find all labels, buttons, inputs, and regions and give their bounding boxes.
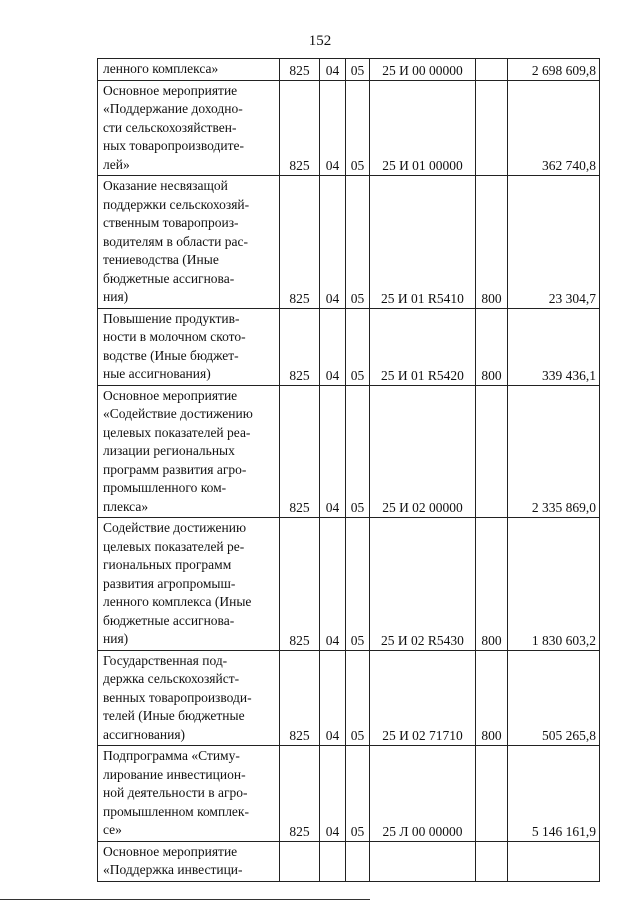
subsection-code-cell: 05 xyxy=(346,385,370,518)
table-row xyxy=(98,385,600,518)
item-name-line: Основное мероприятие xyxy=(103,843,238,859)
item-name-line: бюджетные ассигнова- xyxy=(103,612,235,628)
expense-type-cell xyxy=(476,385,508,518)
ministry-code-cell: 825 xyxy=(280,385,320,518)
ministry-code-cell: 825 xyxy=(280,308,320,385)
ministry-code-cell: 825 xyxy=(280,176,320,309)
item-name-line: Основное мероприятие xyxy=(103,82,238,98)
subsection-code-cell: 05 xyxy=(346,650,370,746)
ministry-code-cell: 825 xyxy=(280,650,320,746)
item-name-line: Повышение продуктив- xyxy=(103,310,240,326)
item-name-line: ственным товаропроиз- xyxy=(103,215,239,230)
section-code-cell: 04 xyxy=(320,385,346,518)
item-name-line: программ развития агро- xyxy=(103,461,247,477)
subsection-code-cell xyxy=(346,841,370,881)
section-code-cell xyxy=(320,841,346,881)
table-row xyxy=(98,80,600,176)
item-name-cell xyxy=(98,80,280,176)
item-name-line: ния) xyxy=(103,289,129,304)
ministry-code-cell: 825 xyxy=(280,59,320,81)
item-name-line: Подпрограмма «Стиму- xyxy=(103,748,240,763)
subsection-code-cell: 05 xyxy=(346,176,370,309)
expense-type-cell xyxy=(476,80,508,176)
amount-cell: 23 304,7 xyxy=(508,176,600,309)
section-code-cell: 04 xyxy=(320,518,346,651)
expense-type-cell: 800 xyxy=(476,176,508,309)
expense-type-cell xyxy=(476,841,508,881)
amount-cell xyxy=(508,841,600,881)
item-name-line: лирование инвестицион- xyxy=(103,766,246,782)
table-row xyxy=(98,59,600,81)
item-name-line: се» xyxy=(103,822,122,837)
item-name-line: ные ассигнования) xyxy=(103,366,211,381)
item-name-line: лей» xyxy=(103,156,130,172)
item-name-line: ния) xyxy=(103,631,129,646)
amount-cell: 339 436,1 xyxy=(508,308,600,385)
item-name-cell xyxy=(98,176,280,309)
expense-type-cell: 800 xyxy=(476,308,508,385)
subsection-code-cell: 05 xyxy=(346,59,370,81)
target-article-cell: 25 Л 00 00000 xyxy=(370,746,476,842)
table-body xyxy=(98,59,600,882)
item-name-line: «Поддержание доходно- xyxy=(103,101,243,116)
item-name-line: водстве (Иные бюджет- xyxy=(103,347,239,363)
expense-type-cell xyxy=(476,59,508,81)
subsection-code-cell: 05 xyxy=(346,746,370,842)
item-name-line: Содействие достижению xyxy=(103,520,247,535)
target-article-cell: 25 И 00 00000 xyxy=(370,59,476,81)
item-name-line: Оказание несвязащой xyxy=(103,178,228,193)
item-name-line: венных товаропроизводи- xyxy=(103,689,252,705)
expense-type-cell: 800 xyxy=(476,650,508,746)
ministry-code-cell: 825 xyxy=(280,80,320,176)
item-name-line: сти сельскохозяйствен- xyxy=(103,119,237,135)
item-name-line: ной деятельности в агро- xyxy=(103,785,248,800)
amount-cell: 1 830 603,2 xyxy=(508,518,600,651)
amount-cell: 5 146 161,9 xyxy=(508,746,600,842)
item-name-cell xyxy=(98,518,280,651)
item-name-line: ленного комплекса (Иные xyxy=(103,594,252,609)
table-row xyxy=(98,176,600,309)
item-name-line: ных товаропроизводите- xyxy=(103,138,244,153)
target-article-cell xyxy=(370,841,476,881)
item-name-line: гиональных программ xyxy=(103,557,232,572)
subsection-code-cell: 05 xyxy=(346,518,370,651)
ministry-code-cell: 825 xyxy=(280,746,320,842)
item-name-line: «Содействие достижению xyxy=(103,406,253,421)
table-row xyxy=(98,518,600,651)
item-name-line: поддержки сельскохозяй- xyxy=(103,196,250,212)
target-article-cell: 25 И 02 00000 xyxy=(370,385,476,518)
item-name-line: Государственная под- xyxy=(103,652,228,668)
item-name-line: ности в молочном ското- xyxy=(103,329,246,344)
subsection-code-cell: 05 xyxy=(346,308,370,385)
target-article-cell: 25 И 01 R5410 xyxy=(370,176,476,309)
table-row xyxy=(98,841,600,881)
item-name-line: тениеводства (Иные xyxy=(103,252,219,267)
section-code-cell: 04 xyxy=(320,176,346,309)
item-name-line: водителям в области рас- xyxy=(103,233,248,249)
section-code-cell: 04 xyxy=(320,80,346,176)
amount-cell: 505 265,8 xyxy=(508,650,600,746)
target-article-cell: 25 И 02 71710 xyxy=(370,650,476,746)
section-code-cell: 04 xyxy=(320,746,346,842)
item-name-line: бюджетные ассигнова- xyxy=(103,270,235,286)
item-name-line: телей (Иные бюджетные xyxy=(103,708,245,723)
amount-cell: 2 698 609,8 xyxy=(508,59,600,81)
page-number: 152 xyxy=(308,33,332,49)
item-name-cell xyxy=(98,308,280,385)
item-name-line: промышленного ком- xyxy=(103,480,227,495)
item-name-cell xyxy=(98,746,280,842)
item-name-line: «Поддержка инвестици- xyxy=(103,862,243,877)
item-name-line: держка сельскохозяйст- xyxy=(103,671,240,686)
section-code-cell: 04 xyxy=(320,59,346,81)
footer-rule xyxy=(0,899,370,900)
item-name-line: промышленном комплек- xyxy=(103,803,249,819)
target-article-cell: 25 И 01 00000 xyxy=(370,80,476,176)
item-name-cell xyxy=(98,841,280,881)
item-name-line: Основное мероприятие xyxy=(103,387,238,403)
item-name-line: лизации региональных xyxy=(103,443,235,458)
expense-type-cell: 800 xyxy=(476,518,508,651)
amount-cell: 362 740,8 xyxy=(508,80,600,176)
ministry-code-cell: 825 xyxy=(280,518,320,651)
ministry-code-cell xyxy=(280,841,320,881)
item-name-line: целевых показателей ре- xyxy=(103,538,245,554)
table-row xyxy=(98,746,600,842)
item-name-line: ленного комплекса» xyxy=(103,61,219,76)
item-name-line: плекса» xyxy=(103,498,149,514)
table-row xyxy=(98,308,600,385)
table-row xyxy=(98,650,600,746)
target-article-cell: 25 И 02 R5430 xyxy=(370,518,476,651)
section-code-cell: 04 xyxy=(320,308,346,385)
item-name-line: развития агропромыш- xyxy=(103,575,236,591)
amount-cell: 2 335 869,0 xyxy=(508,385,600,518)
target-article-cell: 25 И 01 R5420 xyxy=(370,308,476,385)
subsection-code-cell: 05 xyxy=(346,80,370,176)
item-name-line: ассигнования) xyxy=(103,726,186,742)
item-name-line: целевых показателей реа- xyxy=(103,424,251,440)
expense-type-cell xyxy=(476,746,508,842)
section-code-cell: 04 xyxy=(320,650,346,746)
budget-table xyxy=(97,58,600,882)
item-name-cell xyxy=(98,385,280,518)
item-name-cell xyxy=(98,59,280,81)
item-name-cell xyxy=(98,650,280,746)
